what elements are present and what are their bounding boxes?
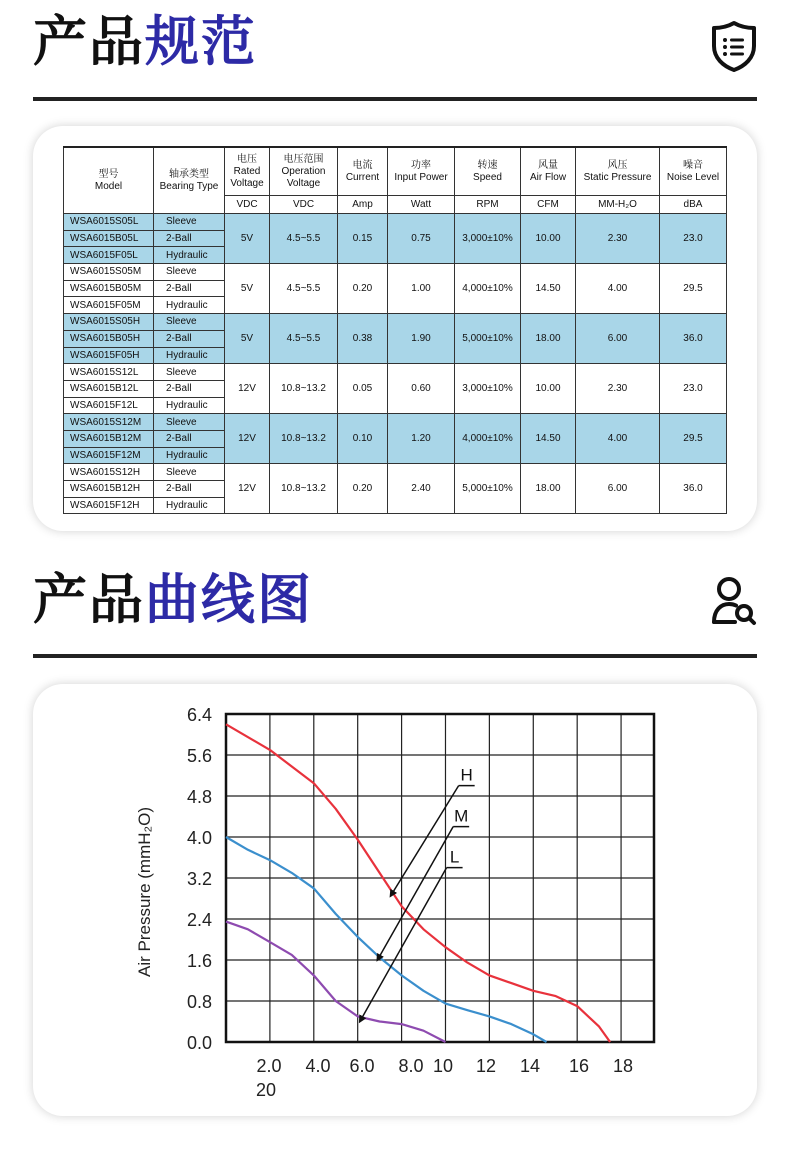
model-cell: WSA6015B12L xyxy=(64,380,154,397)
unit-cell: Watt xyxy=(388,196,455,214)
column-header-en: Static Pressure xyxy=(583,171,652,183)
bearing-cell: Hydraulic xyxy=(154,497,225,514)
airflow-cell: 14.50 xyxy=(521,264,576,314)
column-header xyxy=(338,147,388,196)
range-cell: 4.5~5.5 xyxy=(270,214,338,264)
pressure-cell: 2.30 xyxy=(576,214,660,264)
voltage-cell: 12V xyxy=(225,414,270,464)
bearing-cell: 2-Ball xyxy=(154,430,225,447)
model-cell: WSA6015F12M xyxy=(64,447,154,464)
column-header xyxy=(576,147,660,196)
model-cell: WSA6015F12H xyxy=(64,497,154,514)
bearing-cell: 2-Ball xyxy=(154,280,225,297)
chart-section-header xyxy=(33,560,757,662)
section-divider xyxy=(33,97,757,101)
x-tick-label: 2.0 xyxy=(256,1056,282,1076)
bearing-cell: Hydraulic xyxy=(154,347,225,364)
spec-card xyxy=(33,126,757,531)
pressure-cell: 6.00 xyxy=(576,314,660,364)
noise-cell: 36.0 xyxy=(660,314,727,364)
power-cell: 2.40 xyxy=(388,464,455,514)
model-cell: WSA6015B05L xyxy=(64,230,154,247)
pressure-cell: 4.00 xyxy=(576,264,660,314)
x-tick-label: 4.0 xyxy=(305,1056,331,1076)
voltage-cell: 12V xyxy=(225,364,270,414)
column-header-en: Speed xyxy=(473,171,502,183)
y-tick-label: 6.4 xyxy=(186,705,212,725)
bearing-cell: 2-Ball xyxy=(154,330,225,347)
column-header xyxy=(64,147,154,214)
column-header xyxy=(225,147,270,196)
airflow-cell: 10.00 xyxy=(521,214,576,264)
noise-cell: 23.0 xyxy=(660,214,727,264)
y-tick-label: 0.0 xyxy=(186,1033,212,1053)
noise-cell: 36.0 xyxy=(660,464,727,514)
model-cell: WSA6015B05H xyxy=(64,330,154,347)
section-divider xyxy=(33,654,757,658)
column-header-en: Input Power xyxy=(394,171,448,183)
model-cell: WSA6015S05M xyxy=(64,264,154,281)
current-cell: 0.20 xyxy=(338,464,388,514)
model-cell: WSA6015F05M xyxy=(64,297,154,314)
column-header xyxy=(521,147,576,196)
airflow-cell: 18.00 xyxy=(521,464,576,514)
column-header xyxy=(154,147,225,214)
column-header-cn: 转速 xyxy=(477,159,498,171)
model-cell: WSA6015F05L xyxy=(64,247,154,264)
user-search-icon[interactable] xyxy=(711,576,757,626)
model-cell: WSA6015S12H xyxy=(64,464,154,481)
airflow-cell: 14.50 xyxy=(521,414,576,464)
y-tick-label: 2.4 xyxy=(186,910,212,930)
range-cell: 10.8~13.2 xyxy=(270,414,338,464)
series-arrow-H xyxy=(391,786,459,896)
model-cell: WSA6015B05M xyxy=(64,280,154,297)
x-tick-label: 6.0 xyxy=(349,1056,375,1076)
y-axis-label: Air Pressure (mmH₂O) xyxy=(135,807,154,977)
model-cell: WSA6015F05H xyxy=(64,347,154,364)
chart-section-title xyxy=(33,570,313,630)
title-part-2: 曲线图 xyxy=(145,568,313,631)
chart-card xyxy=(33,684,757,1116)
column-header-cn: 噪音 xyxy=(683,159,703,171)
x-tick-label: 14 xyxy=(519,1056,541,1076)
column-header-cn: 型号 xyxy=(98,168,119,180)
noise-cell: 29.5 xyxy=(660,264,727,314)
bearing-cell: Sleeve xyxy=(154,214,225,231)
title-part-1: 产品 xyxy=(33,568,145,631)
series-label-M: M xyxy=(454,806,469,826)
x-tick-label: 18 xyxy=(612,1056,634,1076)
series-arrow-L xyxy=(360,868,447,1022)
noise-cell: 23.0 xyxy=(660,364,727,414)
unit-cell: CFM xyxy=(521,196,576,214)
x-tick-label: 8.0 xyxy=(398,1056,424,1076)
series-line-H xyxy=(226,724,610,1042)
table-row xyxy=(64,364,727,381)
power-cell: 1.20 xyxy=(388,414,455,464)
chart-series xyxy=(226,724,610,1042)
speed-cell: 4,000±10% xyxy=(455,264,521,314)
model-cell: WSA6015S05H xyxy=(64,314,154,331)
y-tick-label: 1.6 xyxy=(186,951,212,971)
table-row xyxy=(64,464,727,481)
bearing-cell: 2-Ball xyxy=(154,380,225,397)
column-header-cn: 电压 xyxy=(237,153,257,165)
column-header-cn: 功率 xyxy=(411,159,431,171)
column-header-cn: 电压范围 xyxy=(283,153,324,165)
pressure-flow-chart xyxy=(33,684,757,1116)
bearing-cell: 2-Ball xyxy=(154,230,225,247)
bearing-cell: Sleeve xyxy=(154,464,225,481)
model-cell: WSA6015B12H xyxy=(64,481,154,498)
y-tick-label: 4.8 xyxy=(186,787,212,807)
pressure-cell: 6.00 xyxy=(576,464,660,514)
column-header-en: Rated Voltage xyxy=(230,165,264,189)
model-cell: WSA6015S05L xyxy=(64,214,154,231)
power-cell: 1.90 xyxy=(388,314,455,364)
range-cell: 4.5~5.5 xyxy=(270,264,338,314)
current-cell: 0.05 xyxy=(338,364,388,414)
column-header xyxy=(270,147,338,196)
bearing-cell: Sleeve xyxy=(154,414,225,431)
chart-annotations xyxy=(360,766,475,1022)
table-header-row xyxy=(64,147,727,196)
model-cell: WSA6015S12M xyxy=(64,414,154,431)
table-row xyxy=(64,314,727,331)
column-header-en: Model xyxy=(94,180,123,192)
y-tick-label: 0.8 xyxy=(186,992,212,1012)
current-cell: 0.38 xyxy=(338,314,388,364)
x-tick-label: 12 xyxy=(475,1056,497,1076)
column-header-cn: 轴承类型 xyxy=(169,168,209,180)
column-header-cn: 风压 xyxy=(607,159,628,171)
voltage-cell: 5V xyxy=(225,214,270,264)
model-cell: WSA6015F12L xyxy=(64,397,154,414)
y-tick-label: 3.2 xyxy=(186,869,212,889)
power-cell: 0.60 xyxy=(388,364,455,414)
series-arrow-M xyxy=(377,827,453,960)
pressure-cell: 4.00 xyxy=(576,414,660,464)
column-header-en: Current xyxy=(345,171,380,183)
current-cell: 0.10 xyxy=(338,414,388,464)
title-part-1: 产品 xyxy=(33,10,145,73)
bearing-cell: Hydraulic xyxy=(154,397,225,414)
column-header-cn: 电流 xyxy=(352,159,373,171)
range-cell: 10.8~13.2 xyxy=(270,364,338,414)
bearing-cell: Hydraulic xyxy=(154,297,225,314)
x-tick-label: 16 xyxy=(568,1056,590,1076)
column-header-en: Air Flow xyxy=(529,171,567,183)
column-header-en: Operation Voltage xyxy=(281,165,326,189)
y-tick-label: 4.0 xyxy=(186,828,212,848)
bearing-cell: Hydraulic xyxy=(154,247,225,264)
bearing-cell: Sleeve xyxy=(154,314,225,331)
column-header xyxy=(660,147,727,196)
unit-cell: MM-H₂O xyxy=(576,196,660,214)
x-tick-label: 10 xyxy=(432,1056,454,1076)
title-part-2: 规范 xyxy=(145,10,257,73)
unit-cell: dBA xyxy=(660,196,727,214)
voltage-cell: 12V xyxy=(225,464,270,514)
speed-cell: 4,000±10% xyxy=(455,414,521,464)
table-row xyxy=(64,214,727,231)
bearing-cell: Hydraulic xyxy=(154,447,225,464)
unit-cell: Amp xyxy=(338,196,388,214)
power-cell: 0.75 xyxy=(388,214,455,264)
x-tick-label-extra: 20 xyxy=(255,1080,277,1100)
noise-cell: 29.5 xyxy=(660,414,727,464)
speed-cell: 3,000±10% xyxy=(455,364,521,414)
column-header-en: Noise Level xyxy=(666,171,720,183)
unit-cell: VDC xyxy=(270,196,338,214)
speed-cell: 5,000±10% xyxy=(455,314,521,364)
list-shield-icon[interactable] xyxy=(711,20,757,72)
speed-cell: 5,000±10% xyxy=(455,464,521,514)
table-row xyxy=(64,264,727,281)
table-row xyxy=(64,414,727,431)
current-cell: 0.15 xyxy=(338,214,388,264)
pressure-cell: 2.30 xyxy=(576,364,660,414)
bearing-cell: Sleeve xyxy=(154,264,225,281)
spec-section-header xyxy=(33,0,757,102)
series-label-H: H xyxy=(460,765,473,785)
series-line-M xyxy=(226,837,547,1042)
column-header-cn: 风量 xyxy=(538,159,558,171)
voltage-cell: 5V xyxy=(225,264,270,314)
model-cell: WSA6015S12L xyxy=(64,364,154,381)
airflow-cell: 10.00 xyxy=(521,364,576,414)
power-cell: 1.00 xyxy=(388,264,455,314)
bearing-cell: 2-Ball xyxy=(154,481,225,498)
column-header-en: Bearing Type xyxy=(159,180,219,192)
airflow-cell: 18.00 xyxy=(521,314,576,364)
spec-section-title xyxy=(33,12,257,72)
unit-cell: VDC xyxy=(225,196,270,214)
column-header xyxy=(388,147,455,196)
unit-cell: RPM xyxy=(455,196,521,214)
bearing-cell: Sleeve xyxy=(154,364,225,381)
range-cell: 4.5~5.5 xyxy=(270,314,338,364)
range-cell: 10.8~13.2 xyxy=(270,464,338,514)
voltage-cell: 5V xyxy=(225,314,270,364)
y-tick-label: 5.6 xyxy=(186,746,212,766)
series-label-L: L xyxy=(449,847,460,867)
column-header xyxy=(455,147,521,196)
spec-table xyxy=(63,146,727,514)
current-cell: 0.20 xyxy=(338,264,388,314)
model-cell: WSA6015B12M xyxy=(64,430,154,447)
speed-cell: 3,000±10% xyxy=(455,214,521,264)
